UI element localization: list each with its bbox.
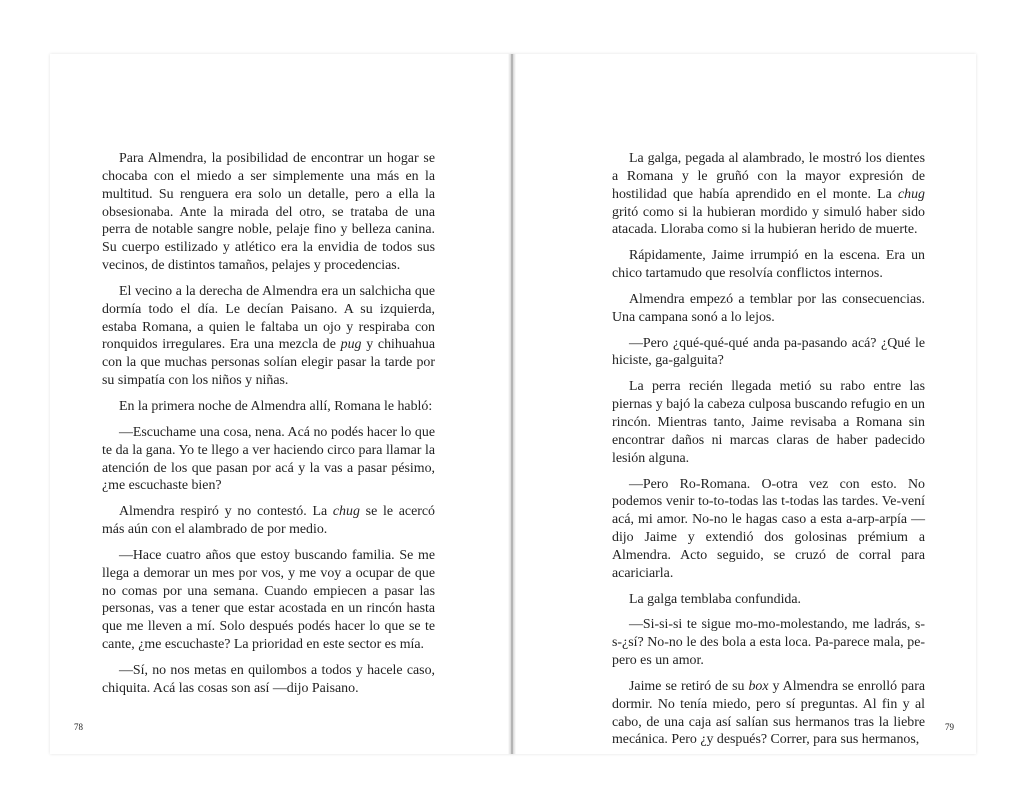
paragraph: La galga temblaba confundida. bbox=[629, 591, 802, 607]
paragraph: —Hace cuatro años que estoy buscando familia. Se me llega a demorar un mes por vos, y me voy a ocupar de que no comas por una semana. Cuando empiecen a pasar las personas, vas a tener que estar acostada en un rincón hasta que me lleven a mí. Solo después podés hacer lo que se te cante, ¿me escuchaste? La prioridad en este sector es mía. bbox=[102, 547, 435, 653]
right-page bbox=[511, 54, 976, 754]
book-gutter bbox=[508, 54, 516, 754]
paragraph: La perra recién llegada metió su rabo entre las piernas y bajó la cabeza culposa buscando refugio en un rincón. Mientras tanto, Jaime revisaba a Romana sin encontrar daños ni marcas claras de haber padecido lesión alguna. bbox=[612, 379, 925, 466]
paragraph: —Pero ¿qué-qué-qué anda pa-pasando acá? ¿Qué le hiciste, ga-galguita? bbox=[612, 335, 925, 369]
paragraph: En la primera noche de Almendra allí, Romana le habló: bbox=[119, 398, 433, 414]
paragraph: El vecino a la derecha de Almendra era un salchicha que dormía todo el día. Le decían Paisano. A su izquierda, estaba Romana, a quien le faltaba un ojo y respiraba con ronquidos irregulares. Era una mezcla de pug y chihuahua con la que muchas personas solían elegir pasar la tarde por su simpatía con los niños y niñas. bbox=[102, 283, 435, 389]
paragraph: Almendra empezó a temblar por las consecuencias. Una campana sonó a lo lejos. bbox=[612, 291, 925, 325]
paragraph: —Pero Ro-Romana. O-otra vez con esto. No podemos venir to-to-todas las t-todas las tardes. Ve-vení acá, mi amor. No-no le hagas caso a esta a-arp-arpía —dijo Jaime y extendió dos golosinas prémium a Almendra. Acto seguido, se cruzó de corral para acariciarla. bbox=[612, 476, 925, 581]
paragraph: —Si-si-si te sigue mo-mo-molestando, me ladrás, s-s-¿sí? No-no le des bola a esta loca. Pa-parece mala, pe-pero es un amor. bbox=[612, 617, 925, 669]
page-number: 78 bbox=[74, 722, 83, 732]
right-page-text bbox=[612, 150, 925, 757]
paragraph: Rápidamente, Jaime irrumpió en la escena. Era un chico tartamudo que resolvía conflictos internos. bbox=[612, 248, 925, 282]
left-page-text bbox=[102, 150, 435, 706]
page-number: 79 bbox=[945, 722, 954, 732]
paragraph: —Sí, no nos metas en quilombos a todos y hacele caso, chiquita. Acá las cosas son así —dijo Paisano. bbox=[102, 662, 435, 696]
paragraph: Jaime se retiró de su box y Almendra se enrolló para dormir. No tenía miedo, pero sí preguntas. Al fin y al cabo, de una caja así salían sus hermanos tras la liebre mecánica. Pero ¿y después? Correr, para sus hermanos, bbox=[612, 678, 925, 748]
paragraph: La galga, pegada al alambrado, le mostró los dientes a Romana y le gruñó con la mayor expresión de hostilidad que había aprendido en el monte. La chug gritó como si la hubieran mordido y simuló haber sido atacada. Lloraba como si la hubieran herido de muerte. bbox=[612, 151, 925, 238]
paragraph: Para Almendra, la posibilidad de encontrar un hogar se chocaba con el miedo a ser simplemente una más en la multitud. Su renguera era solo un detalle, pero a ella la obsesionaba. Ante la mirada del otro, se trataba de una perra de notable sangre noble, pelaje fino y belleza canina. Su cuerpo estilizado y atlético era la envidia de todos sus vecinos, de distintos tamaños, pelajes y procedencias. bbox=[102, 151, 435, 274]
paragraph: —Escuchame una cosa, nena. Acá no podés hacer lo que te da la gana. Yo te llego a ver haciendo circo para llamar la atención de los que pasan por acá y la vas a pasar pésimo, ¿me escuchaste bien? bbox=[102, 424, 435, 494]
left-page bbox=[50, 54, 513, 754]
paragraph: Almendra respiró y no contestó. La chug se le acercó más aún con el alambrado de por medio. bbox=[102, 504, 435, 538]
